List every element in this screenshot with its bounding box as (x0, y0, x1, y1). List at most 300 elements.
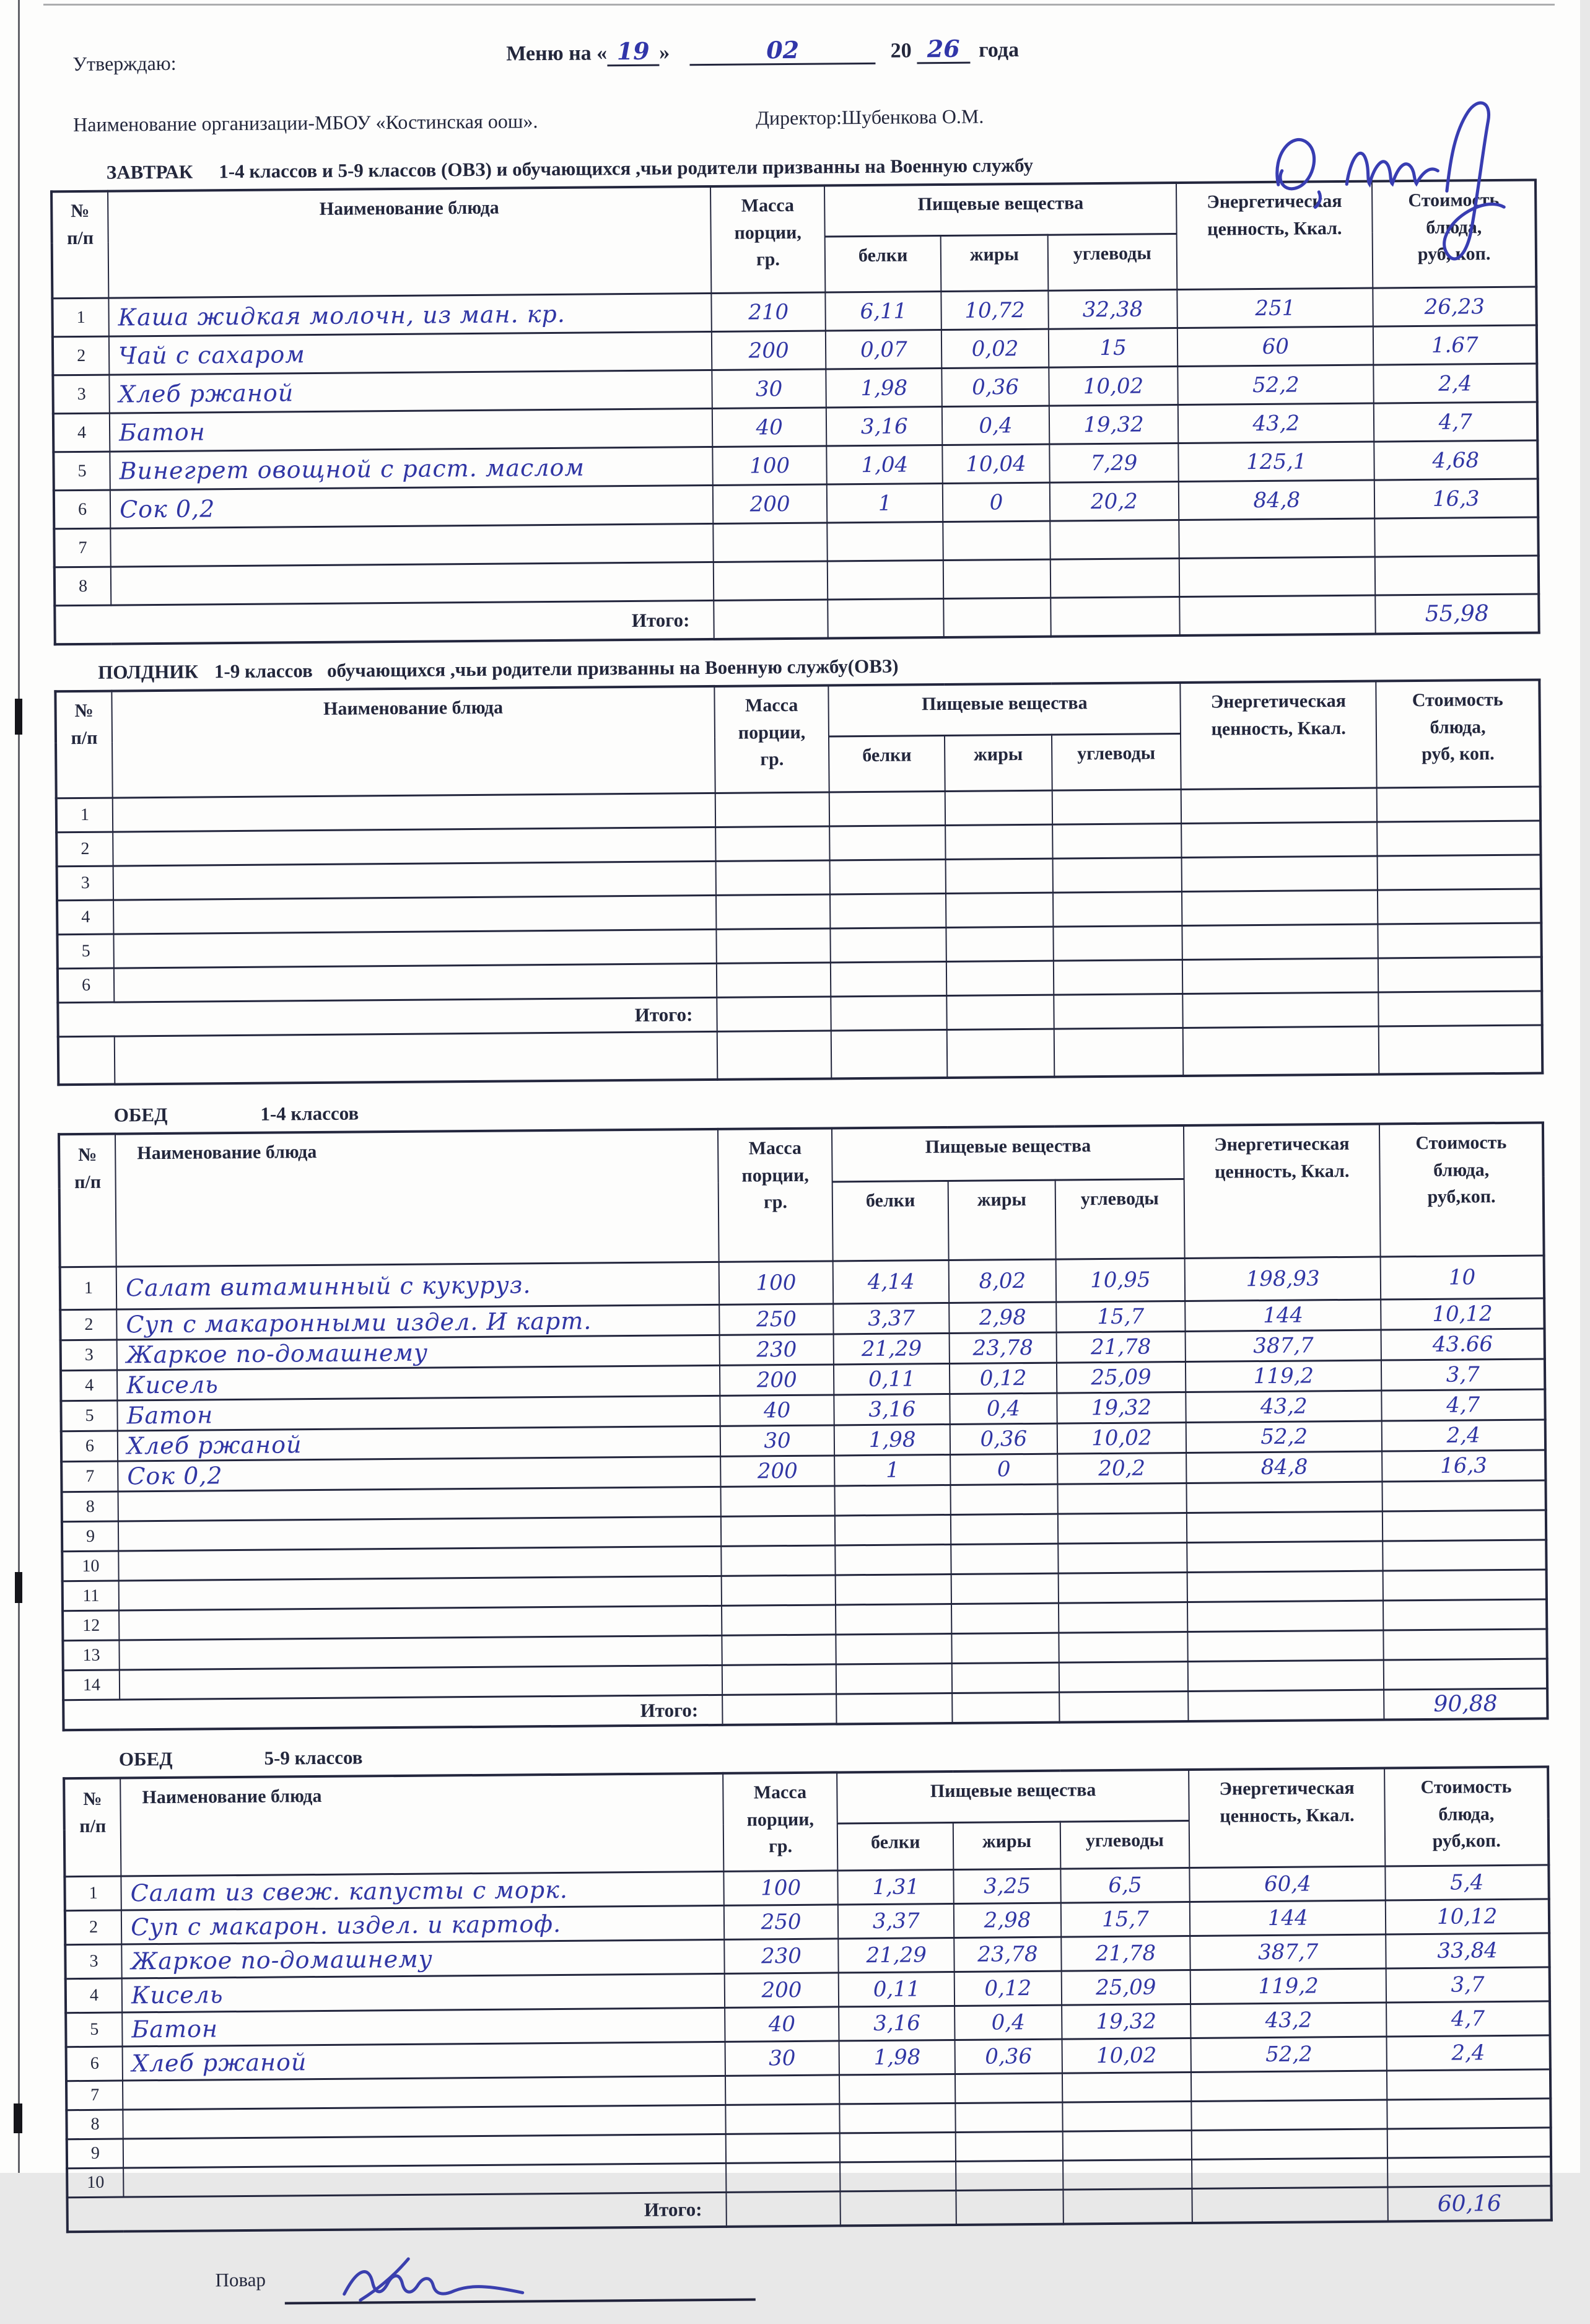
cell-mass (716, 894, 831, 929)
cell-energy (1179, 557, 1376, 596)
cell-cost: 2,4 (1387, 2035, 1550, 2071)
cell-fat (956, 2160, 1063, 2190)
tables-area (0, 150, 1589, 2234)
total-value: 90,88 (1384, 1688, 1548, 1720)
cell-mass (726, 2162, 841, 2192)
cell-cost (1378, 821, 1541, 856)
cell-fat (946, 927, 1054, 961)
cell-protein (836, 1663, 952, 1693)
col-header-protein: белки (837, 1822, 953, 1870)
cell-carbs: 25,09 (1061, 1970, 1190, 2005)
cell-name: Батон (117, 1396, 720, 1431)
cell-energy (1182, 890, 1378, 925)
cell-num: 9 (62, 1521, 118, 1552)
col-header-num: № п/п (59, 1134, 116, 1267)
cell-protein: 3,16 (834, 1394, 950, 1425)
cell-protein (840, 2161, 956, 2191)
cell-energy: 144 (1190, 1900, 1386, 1936)
cell-name (123, 2163, 726, 2197)
col-header-num: № п/п (55, 691, 112, 798)
cell-name (119, 1576, 722, 1610)
cell-fat: 2,98 (949, 1302, 1056, 1333)
col-header-nutrients: Пищевые вещества (829, 683, 1181, 736)
cell-num: 9 (67, 2139, 123, 2169)
cell-carbs (1052, 790, 1181, 825)
cell-name (123, 2076, 725, 2110)
cell-num: 6 (54, 490, 111, 529)
cell-empty (1051, 597, 1180, 637)
cell-empty (714, 600, 828, 639)
cell-name (119, 1635, 722, 1670)
cell-protein (831, 928, 946, 963)
cell-empty (1054, 1028, 1183, 1077)
col-header-fat: жиры (948, 1180, 1056, 1260)
cell-energy: 144 (1185, 1300, 1381, 1331)
meal-name: ПОЛДНИК (97, 660, 199, 683)
cell-energy: 198,93 (1185, 1257, 1381, 1301)
cell-cost (1377, 787, 1540, 822)
cell-cost: 4,7 (1386, 2001, 1550, 2037)
cell-carbs (1063, 2159, 1192, 2190)
cell-energy (1187, 1541, 1383, 1572)
col-header-dish: Наименование блюда (111, 686, 715, 798)
cell-carbs: 19,32 (1057, 1392, 1186, 1423)
cell-energy: 43,2 (1190, 2003, 1387, 2038)
cell-carbs (1059, 1661, 1188, 1692)
col-header-fat: жиры (941, 235, 1048, 291)
cell-empty (956, 2190, 1064, 2225)
total-value: 55,98 (1376, 594, 1539, 634)
cell-name (114, 963, 717, 1002)
cell-fat: 0,4 (954, 2005, 1062, 2040)
cell-name: Хлеб ржаной (123, 2042, 725, 2081)
total-label: Итого: (58, 997, 717, 1036)
cell-protein (829, 792, 945, 826)
cell-energy: 43,2 (1186, 1391, 1382, 1422)
cell-num: 5 (53, 452, 110, 491)
meal-audience: 1-4 классов и 5-9 классов (ОВЗ) и обучающихся ,чьи родители призванны на Военную службу (219, 154, 1034, 183)
cell-fat: 0,36 (942, 367, 1049, 406)
cell-protein: 3,16 (826, 407, 942, 446)
cell-mass (717, 963, 831, 997)
cell-energy (1187, 1630, 1384, 1661)
cell-carbs (1053, 892, 1182, 927)
col-header-fat: жиры (945, 735, 1052, 791)
cell-cost: 16,3 (1382, 1450, 1545, 1482)
cell-name (123, 2105, 725, 2139)
cell-fat (951, 1544, 1058, 1574)
menu-section (6, 1737, 1589, 2234)
cook-label: Повар (215, 2268, 266, 2291)
organization-name: Наименование организации-МБОУ «Костинская оош». (73, 110, 538, 136)
cell-fat: 10,72 (941, 290, 1049, 330)
cell-energy (1187, 1511, 1383, 1542)
col-header-mass: Масса порции, гр. (723, 1772, 838, 1871)
cell-mass: 40 (712, 408, 827, 447)
cell-mass: 210 (711, 292, 826, 331)
menu-table (54, 678, 1544, 1086)
cell-mass (713, 523, 828, 562)
cell-empty (831, 1030, 947, 1079)
cell-fat (956, 2102, 1063, 2132)
cell-num: 11 (63, 1581, 119, 1611)
col-header-nutrients: Пищевые вещества (824, 183, 1176, 237)
cell-energy: 52,2 (1177, 365, 1374, 404)
cell-protein (840, 2132, 956, 2162)
cell-energy: 52,2 (1191, 2037, 1387, 2072)
cell-carbs (1062, 2072, 1192, 2102)
cell-fat: 23,78 (954, 1937, 1061, 1972)
cell-protein: 1,98 (839, 2040, 955, 2074)
cell-fat (943, 521, 1050, 560)
cell-num: 3 (61, 1340, 117, 1371)
cell-energy: 119,2 (1186, 1360, 1382, 1392)
cell-carbs: 25,09 (1057, 1361, 1186, 1393)
year-suffix: года (979, 38, 1020, 62)
cell-fat: 0 (950, 1454, 1057, 1485)
cell-empty (946, 995, 1054, 1029)
cell-num: 6 (58, 968, 114, 1003)
cell-protein: 3,37 (834, 1303, 950, 1334)
cell-num: 2 (65, 1910, 121, 1945)
cell-cost (1378, 957, 1542, 992)
cell-carbs (1057, 1483, 1187, 1514)
cell-carbs (1062, 2101, 1192, 2131)
cell-empty (836, 1693, 952, 1724)
cell-num: 6 (66, 2047, 123, 2081)
menu-title-line (506, 35, 1019, 68)
cell-num: 7 (66, 2081, 123, 2110)
cell-num: 5 (57, 934, 113, 969)
cell-name (118, 1516, 721, 1551)
cell-num: 8 (55, 567, 111, 606)
cell-carbs: 10,02 (1057, 1422, 1186, 1454)
cell-carbs (1050, 559, 1179, 598)
cell-energy (1182, 924, 1379, 959)
cell-num: 4 (61, 1370, 117, 1401)
cell-num: 5 (66, 2012, 122, 2047)
cell-empty (828, 599, 944, 639)
cell-mass (722, 1664, 837, 1695)
cell-protein: 0,11 (839, 1972, 954, 2006)
cell-cost (1387, 2069, 1550, 2100)
col-header-cost: Стоимость блюда, руб, коп. (1372, 180, 1536, 289)
cell-carbs (1054, 960, 1183, 995)
cell-carbs: 10,02 (1062, 2038, 1191, 2073)
cell-num: 2 (60, 1309, 116, 1340)
col-header-fat: жиры (953, 1822, 1060, 1869)
cell-mass (721, 1575, 836, 1605)
cell-cost: 2,4 (1382, 1420, 1545, 1451)
cell-name (113, 861, 716, 900)
cell-protein: 3,16 (839, 2006, 954, 2040)
cell-energy (1191, 2100, 1387, 2130)
cell-protein (830, 860, 946, 894)
director-name: Директор:Шубенкова О.М. (756, 105, 984, 129)
cell-name (113, 827, 715, 866)
cell-protein: 0,07 (826, 330, 941, 369)
cell-mass (714, 561, 828, 600)
cell-cost: 4,68 (1374, 440, 1538, 480)
cell-mass: 40 (720, 1395, 834, 1426)
cell-num: 13 (63, 1640, 119, 1671)
cell-num: 1 (52, 298, 109, 337)
cell-fat: 2,98 (954, 1903, 1061, 1937)
cell-mass (720, 1486, 835, 1516)
cell-empty (1182, 992, 1379, 1028)
col-header-protein: белки (829, 736, 945, 792)
cell-cost: 10 (1381, 1256, 1544, 1300)
cell-name: Сок 0,2 (110, 485, 713, 528)
menu-section (1, 1093, 1586, 1732)
table-header (51, 180, 1536, 299)
handwritten-month: 02 (766, 35, 800, 64)
cell-name (110, 523, 713, 567)
cell-mass: 30 (725, 2041, 839, 2076)
cell-empty (1179, 595, 1376, 636)
cell-mass: 230 (719, 1334, 834, 1365)
cell-mass (725, 2104, 840, 2134)
cell-mass: 200 (713, 484, 828, 523)
cell-carbs: 10,02 (1049, 367, 1178, 406)
cell-energy: 60 (1177, 326, 1374, 366)
cell-empty (943, 598, 1051, 637)
cell-protein: 21,29 (834, 1333, 950, 1364)
cell-mass (715, 826, 830, 861)
cell-num: 6 (61, 1431, 118, 1462)
handwritten-year: 26 (927, 34, 960, 63)
cell-empty (726, 2191, 841, 2227)
cell-mass: 200 (720, 1456, 835, 1487)
cell-cost (1383, 1510, 1546, 1541)
cell-carbs: 20,2 (1057, 1452, 1187, 1484)
cell-num: 4 (53, 413, 110, 452)
cell-name (113, 793, 715, 832)
cell-fat (956, 2131, 1063, 2161)
cell-empty (115, 1031, 717, 1084)
cell-num: 5 (61, 1400, 117, 1431)
cell-energy (1192, 2158, 1388, 2188)
cell-carbs: 32,38 (1048, 290, 1177, 330)
cell-carbs: 19,32 (1049, 405, 1179, 445)
cell-name: Жаркое по-домашнему (117, 1335, 720, 1370)
cell-mass: 30 (712, 369, 826, 408)
cell-fat (951, 1484, 1058, 1514)
cell-num: 3 (65, 1944, 121, 1979)
cell-cost: 5,4 (1386, 1865, 1549, 1900)
cell-energy: 60,4 (1189, 1866, 1386, 1902)
cell-cost: 1.67 (1373, 325, 1537, 365)
section-title (107, 150, 1573, 184)
cell-mass (726, 2133, 841, 2163)
cell-protein (830, 894, 946, 928)
cell-num: 1 (60, 1267, 117, 1310)
cell-empty (841, 2190, 956, 2226)
cell-protein (839, 2074, 955, 2103)
cell-protein (836, 1604, 951, 1634)
cell-num: 7 (54, 528, 111, 567)
cell-empty (1059, 1691, 1189, 1722)
cell-carbs: 15,7 (1060, 1902, 1190, 1937)
cell-name: Хлеб ржаной (118, 1426, 720, 1461)
cell-fat: 0 (943, 483, 1050, 522)
total-label: Итого: (55, 600, 714, 644)
cell-cost: 26,23 (1373, 287, 1537, 326)
section-title (98, 650, 1577, 684)
cell-num: 4 (57, 900, 113, 935)
cell-num: 10 (62, 1551, 118, 1581)
cell-mass (721, 1545, 836, 1576)
cell-cost (1383, 1599, 1547, 1630)
col-header-protein: белки (832, 1181, 949, 1260)
cell-cost (1375, 556, 1539, 595)
cell-carbs (1052, 824, 1182, 859)
cell-empty (1379, 1025, 1542, 1075)
cell-empty (1188, 1690, 1384, 1721)
total-label: Итого: (67, 2192, 726, 2232)
cell-carbs: 10,95 (1055, 1259, 1185, 1303)
cell-mass: 200 (720, 1365, 834, 1396)
cell-name (123, 2134, 726, 2168)
cell-name: Батон (122, 2007, 725, 2047)
cell-num: 4 (66, 1978, 122, 2013)
cell-energy: 387,7 (1190, 1934, 1386, 1970)
cell-empty (58, 1036, 115, 1085)
year-underline (917, 36, 970, 64)
cell-empty (952, 1692, 1059, 1723)
section-title (119, 1737, 1586, 1771)
menu-table (58, 1121, 1549, 1731)
col-header-mass: Масса порции, гр. (710, 186, 826, 294)
col-header-carbs: углеводы (1060, 1820, 1189, 1869)
cell-mass (722, 1635, 836, 1665)
cell-fat: 0,4 (950, 1393, 1057, 1424)
cell-mass (722, 1605, 836, 1635)
cell-carbs: 7,29 (1049, 443, 1179, 483)
col-header-energy: Энергетическая ценность, Ккал. (1184, 1124, 1381, 1259)
cell-protein (835, 1485, 951, 1515)
cell-empty (722, 1694, 837, 1725)
open-quote: « (596, 42, 608, 65)
cell-name (113, 895, 716, 934)
approve-label: Утверждаю: (72, 51, 177, 76)
cell-num: 8 (62, 1492, 118, 1522)
cell-energy: 84,8 (1186, 1451, 1383, 1483)
cell-cost: 3,7 (1386, 1967, 1550, 2003)
cell-fat (952, 1633, 1059, 1663)
cell-energy (1192, 2129, 1388, 2159)
cell-fat: 0,02 (941, 329, 1049, 368)
cell-energy (1182, 856, 1378, 891)
cell-name (120, 1665, 722, 1700)
table-body (52, 287, 1539, 644)
cell-name: Суп с макарон. издел. и картоф. (121, 1905, 724, 1944)
cell-fat (951, 1514, 1058, 1544)
menu-table (63, 1765, 1553, 2233)
cell-mass: 100 (723, 1871, 838, 1905)
table-header (64, 1767, 1549, 1876)
table-body (60, 1256, 1548, 1730)
cell-num: 10 (67, 2168, 123, 2198)
cell-cost: 4,7 (1382, 1389, 1545, 1421)
cell-name (111, 562, 714, 605)
col-header-energy: Энергетическая ценность, Ккал. (1180, 681, 1377, 790)
cell-fat: 0,36 (950, 1423, 1057, 1454)
meal-name: ОБЕД (113, 1103, 168, 1126)
cell-fat (946, 858, 1053, 893)
col-header-cost: Стоимость блюда, руб,коп. (1379, 1122, 1544, 1257)
cell-protein: 1,98 (826, 369, 942, 408)
cell-name (119, 1605, 722, 1640)
cell-carbs: 15 (1049, 328, 1178, 368)
cell-protein (831, 962, 946, 997)
cell-protein (840, 2103, 956, 2133)
cell-energy: 125,1 (1178, 442, 1374, 481)
cell-fat (946, 961, 1054, 995)
cell-mass: 250 (724, 1905, 839, 1939)
col-header-carbs: углеводы (1055, 1179, 1184, 1260)
col-header-mass: Масса порции, гр. (718, 1128, 833, 1262)
cell-num: 14 (63, 1670, 120, 1700)
cell-empty (717, 997, 831, 1031)
year-prefix: 20 (890, 39, 912, 63)
cell-protein: 6,11 (826, 292, 941, 331)
cell-empty (947, 1029, 1054, 1078)
cell-carbs: 21,78 (1061, 1936, 1190, 1971)
cook-signature (326, 2248, 562, 2312)
col-header-nutrients: Пищевые вещества (837, 1770, 1189, 1824)
cell-mass (715, 792, 830, 827)
cell-name (118, 1487, 721, 1521)
cell-energy: 52,2 (1186, 1421, 1383, 1452)
cell-name: Каша жидкая молочн, из ман. кр. (108, 293, 711, 336)
cell-fat (943, 559, 1051, 598)
cell-protein (828, 561, 943, 600)
cell-protein (835, 1514, 951, 1545)
cell-carbs (1058, 1542, 1187, 1573)
cell-num: 3 (57, 866, 113, 901)
cell-mass (725, 2075, 840, 2105)
cell-carbs: 20,2 (1049, 482, 1179, 522)
table-body (56, 787, 1543, 1085)
cell-cost: 10,12 (1381, 1298, 1545, 1330)
menu-title-prefix: Меню на (506, 42, 592, 66)
month-underline (690, 37, 876, 66)
cell-fat (945, 824, 1052, 859)
cell-cost: 3,7 (1381, 1359, 1545, 1391)
cell-energy: 387,7 (1186, 1330, 1382, 1361)
cell-cost: 10,12 (1386, 1899, 1549, 1934)
cell-cost: 43.66 (1381, 1329, 1545, 1360)
cell-carbs: 19,32 (1062, 2004, 1191, 2039)
cell-cost (1384, 1659, 1547, 1690)
col-header-energy: Энергетическая ценность, Ккал. (1176, 181, 1373, 290)
cell-protein (836, 1574, 951, 1604)
cell-protein: 21,29 (839, 1937, 954, 1972)
cell-energy (1179, 518, 1375, 558)
cell-mass (721, 1516, 836, 1546)
cell-energy (1182, 958, 1379, 994)
cell-energy (1181, 788, 1378, 823)
cell-name: Салат витаминный с кукуруз. (116, 1262, 719, 1309)
table-header (59, 1122, 1544, 1267)
day-underline (607, 38, 659, 67)
cell-mass: 200 (725, 1973, 839, 2007)
cell-num: 8 (66, 2110, 123, 2139)
cell-energy (1187, 1601, 1384, 1632)
cell-empty (831, 996, 947, 1031)
cook-signature-line (215, 2237, 1590, 2322)
